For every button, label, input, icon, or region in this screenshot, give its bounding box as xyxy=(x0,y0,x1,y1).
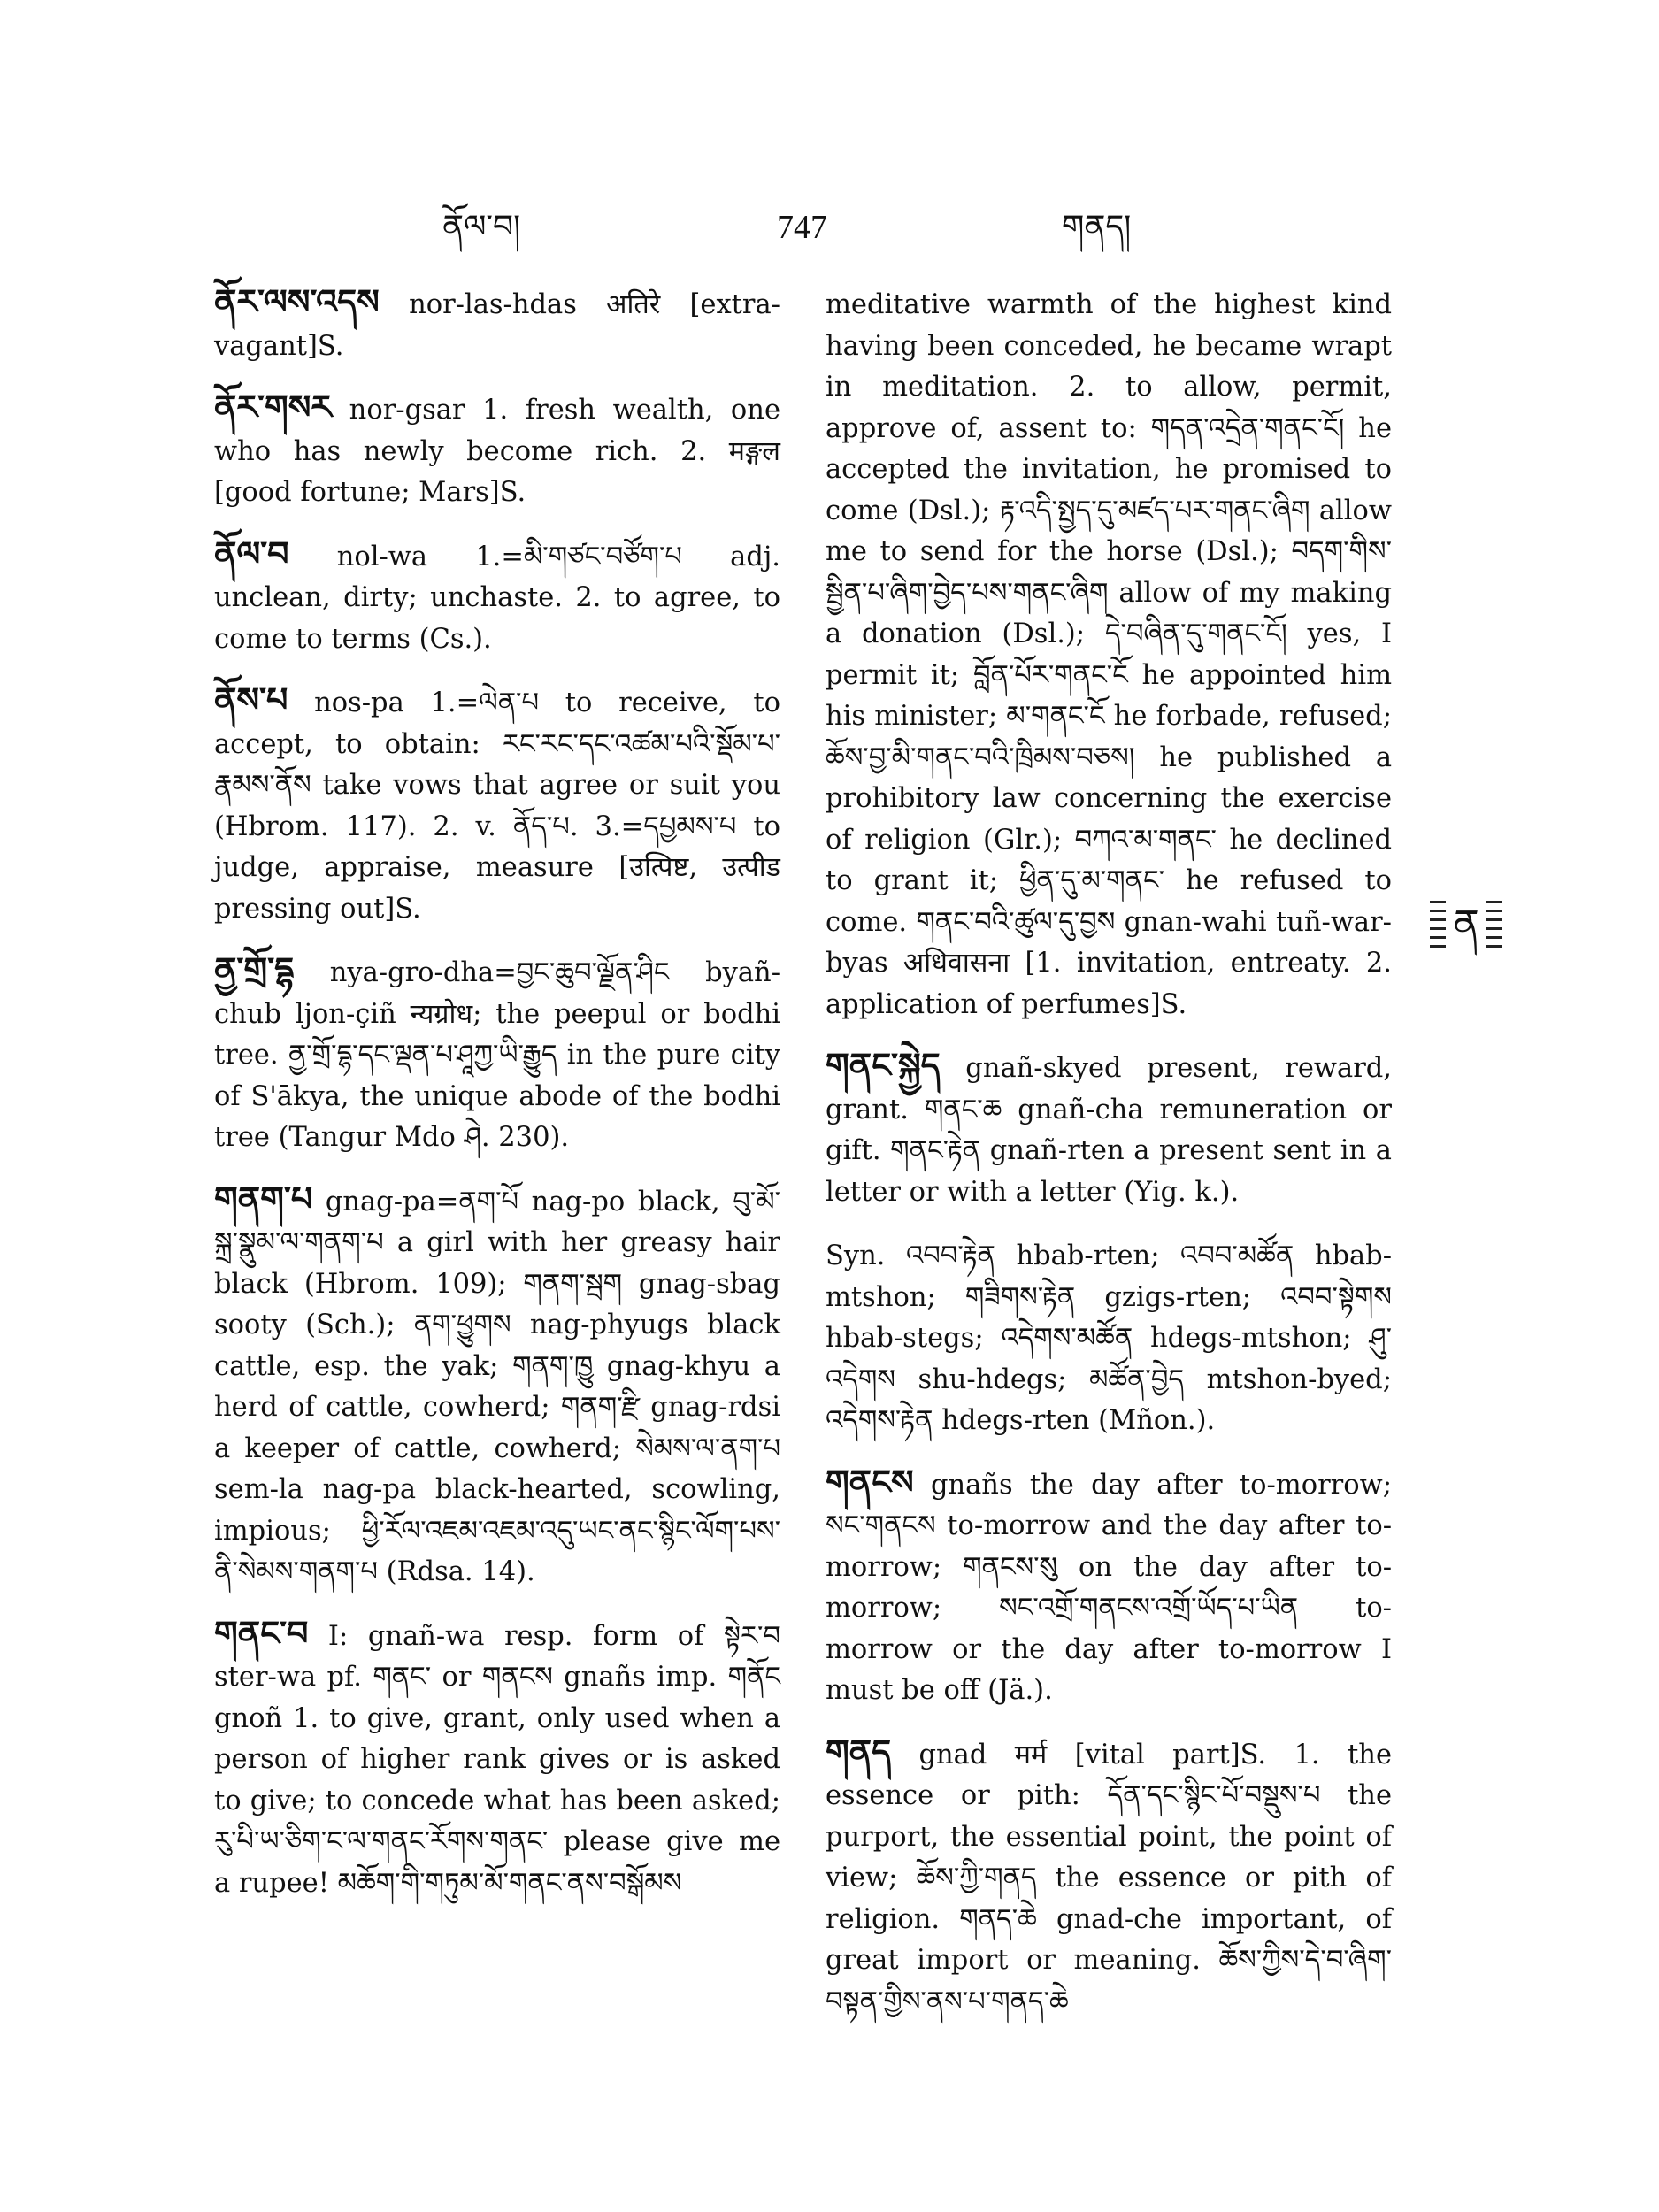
entry-headword: གནང་སྐྱེད xyxy=(826,1046,941,1085)
entry-definition: gnañ-skyed present, reward, grant. གནང་ཆ gnañ-cha remuneration or gift. གནང་རྟེན gnañ-rten a present sent in a letter or with a letter (Yig. k.). xyxy=(826,1053,1392,1208)
entry-headword: གནང་བ xyxy=(214,1613,309,1653)
dictionary-entry xyxy=(214,680,780,930)
dictionary-entry xyxy=(214,387,780,514)
entry-definition: nor-las-hdas अतिरे [extra-vagant]S. xyxy=(214,289,780,362)
dictionary-entry xyxy=(826,1732,1392,2024)
dictionary-entry xyxy=(214,949,780,1159)
entry-headword: ནོལ་བ xyxy=(214,534,289,573)
entry-definition: nol-wa 1.=མི་གཙང་བཙོག་པ adj. unclean, dirty; unchaste. 2. to agree, to come to terms (Cs.). xyxy=(214,541,780,655)
dictionary-entry xyxy=(826,1462,1392,1712)
entry-definition: gnag-pa=ནག་པོ nag-po black, བུ་མོ་སྐྲ་སྣུམ་ལ་གནག་པ a girl with her greasy hair black (Hbrom. 109); གནག་སྦག gnag-sbag sooty (Sch.); ནག་ཕྱུགས nag-phyugs black cattle, esp. the yak; གནག་ཁྱུ gnag-khyu a herd of cattle, cowherd; གནག་རྫི gnag-rdsi a keeper of cattle, cowherd; སེམས་ལ་ནག་པ sem-la nag-pa black-hearted, scowling, impious; ཕྱི་རོལ་འཇམ་འཇམ་འདུ་ཡང་ནང་སྙིང་ལོག་པས་ནི་སེམས་གནག་པ (Rdsa. 14). xyxy=(214,1186,780,1587)
header-right-catchword: གནད། xyxy=(1062,209,1132,245)
entry-definition: nor-gsar 1. fresh wealth, one who has newly become rich. 2. मङ्गल [good fortune; Mars]S. xyxy=(214,395,780,508)
left-column xyxy=(214,281,780,1924)
entry-definition: gnad मर्म [vital part]S. 1. the essence or pith: དོན་དང་སྙིང་པོ་བསྡུས་པ the purport, the essential point, the point of view; ཆོས་ཀྱི་གནད the essence or pith of religion. གནད་ཆེ gnad-che important, of great import or meaning. ཆོས་ཀྱིས་དེ་བ་ཞིག་བསྟན་གྱིས་ནས་པ་གནད་ཆེ xyxy=(826,1739,1392,2017)
entry-headword: གནག་པ xyxy=(214,1179,313,1218)
entry-headword: ནོར་གསར xyxy=(214,388,333,426)
entry-headword: ནྱ་གྲོ་དྷ xyxy=(214,950,295,989)
page-header xyxy=(0,205,1659,258)
entry-definition: nya-gro-dha=བྱང་ཆུབ་ལྗོན་ཤིང byañ-chub ljon-çiñ न्यग्रोध; the peepul or bodhi tree. ནྱ་གྲོ་དྷ་དང་ལྡན་པ་ཤཱཀྱ་ཡི་རྒྱུད in the pure city of S'ākya, the unique abode of the bodhi tree (Tangur Mdo ཤེ. 230). xyxy=(214,957,780,1153)
entry-definition: nos-pa 1.=ལེན་པ to receive, to accept, to obtain: རང་རང་དང་འཚམ་པའི་སྡོམ་པ་རྣམས་ནོས take vows that agree or suit you (Hbrom. 117). 2. v. ནོད་པ. 3.=དཔྱམས་པ to judge, appraise, measure [उत्पिष्ट, उत्पीड pressing out]S. xyxy=(214,687,780,925)
entry-headword: ནོར་ལས་འདས xyxy=(214,282,380,321)
entry-headword: གནད xyxy=(826,1732,892,1771)
page-number: 747 xyxy=(777,209,827,246)
right-column xyxy=(826,281,1392,2042)
thumb-index-letter: ན xyxy=(1446,899,1486,950)
entry-definition: Syn. འབབ་རྟེན hbab-rten; འབབ་མཚོན hbab-mtshon; གཟིགས་རྟེན gzigs-rten; འབབ་སྟེགས hbab-stegs; འདེགས་མཚོན hdegs-mtshon; ཤུ་འདེགས shu-hdegs; མཚོན་བྱེད mtshon-byed; འདེགས་རྟེན hdegs-rten (Mñon.). xyxy=(826,1240,1392,1436)
entry-definition: gnañs the day after to-morrow; སང་གནངས to-morrow and the day after to-morrow; གནངས་སུ on the day after to-morrow; སང་འགྲོ་གནངས་འགྲོ་ཡོད་པ་ཡིན to-morrow or the day after to-morrow I must be off (Jä.). xyxy=(826,1469,1392,1706)
entry-definition: meditative warmth of the highest kind having been conceded, he became wrapt in meditation. 2. to allow, permit, approve of, assent to: གདན་འདྲེན་གནང་ངོ། he accepted the invitation, he promised to come (Dsl.); རྟ་འདི་སྤྱད་དུ་མཛད་པར་གནང་ཞིག allow me to send for the horse (Dsl.); བདག་གིས་སྦྱིན་པ་ཞིག་བྱེད་པས་གནང་ཞིག allow of my making a donation (Dsl.); དེ་བཞིན་དུ་གནང་ངོ། yes, I permit it; བློན་པོར་གནང་ངོ he appointed him his minister; མ་གནང་ངོ he forbade, refused; ཆོས་བྱ་མི་གནང་བའི་ཁྲིམས་བཅས། he published a prohibitory law concerning the exercise of religion (Glr.); བཀའ་མ་གནང་ he declined to grant it; ཕྱིན་དུ་མ་གནང་ he refused to come. གནང་བའི་ཚུལ་དུ་བྱས gnan-wahi tuñ-war-byas अधिवासना [1. invitation, entreaty. 2. application of perfumes]S. xyxy=(826,289,1392,1020)
dictionary-entry-continued xyxy=(826,281,1392,1025)
synonyms-entry xyxy=(826,1233,1392,1442)
dictionary-entry xyxy=(214,1179,780,1594)
thumb-index-tab xyxy=(1430,894,1502,956)
dictionary-entry xyxy=(214,1613,780,1905)
dictionary-entry xyxy=(826,1045,1392,1213)
entry-headword: གནངས xyxy=(826,1462,914,1502)
entry-headword: ནོས་པ xyxy=(214,680,288,719)
dictionary-entry xyxy=(214,281,780,367)
entry-definition: I: gnañ-wa resp. form of སྟེར་བ ster-wa pf. གནང་ or གནངས gnañs imp. གནོང gnoñ 1. to give, grant, only used when a person of higher rank gives or is asked to give; to concede what has been asked; རུ་པི་ཡ་ཅིག་ང་ལ་གནང་རོགས་གནང་ please give me a rupee! མཆོག་གི་གཏུམ་མོ་གནང་ནས་བསྒོམས xyxy=(214,1620,780,1899)
dictionary-entry xyxy=(214,534,780,661)
header-left-catchword: ནོལ་བ། xyxy=(442,209,521,245)
